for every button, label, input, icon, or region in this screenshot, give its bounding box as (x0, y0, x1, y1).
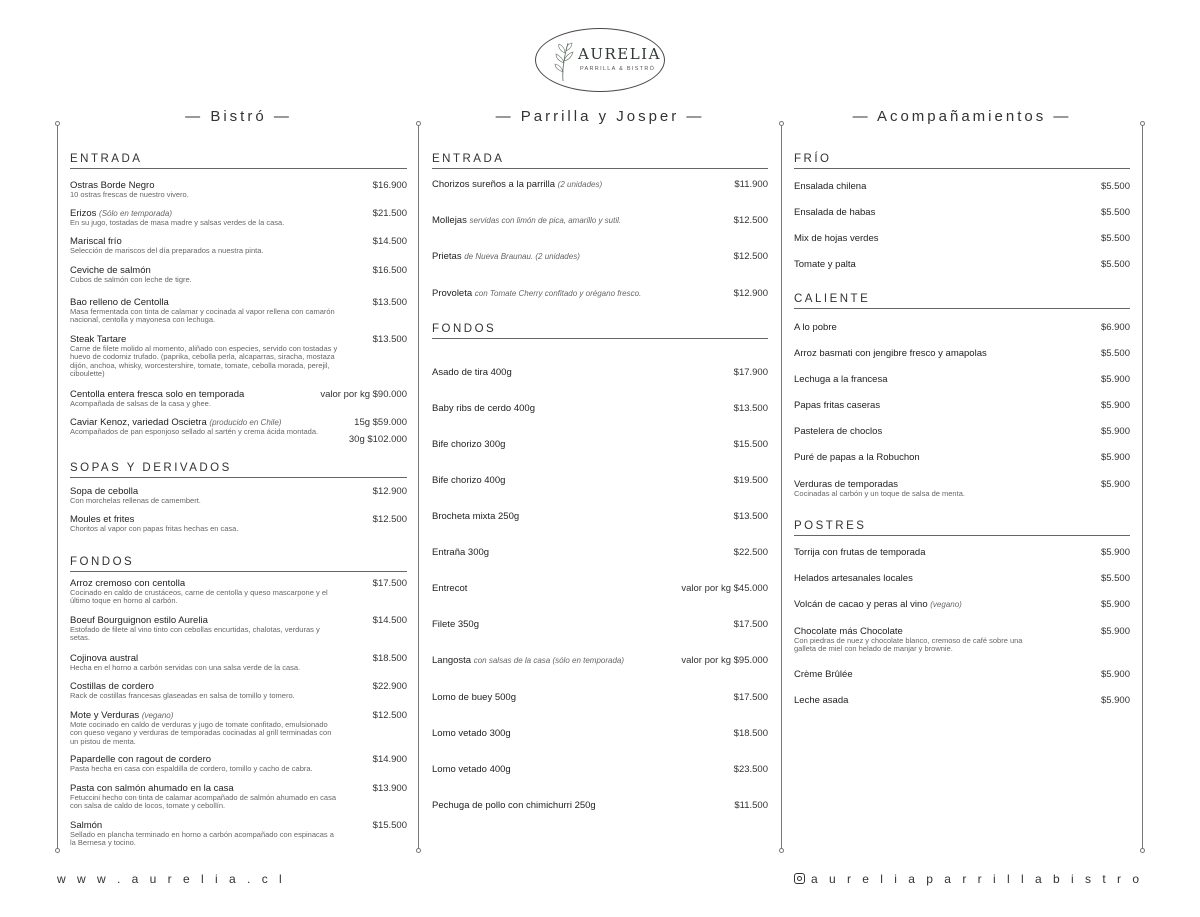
menu-item (432, 511, 768, 522)
menu-item-description: Cocinado en caldo de crustáceos, carne de centolla y queso mascarpone y el último toque en horno al carbón. (70, 588, 328, 606)
menu-item (794, 426, 1130, 437)
menu-item (794, 322, 1130, 333)
menu-item-name-text: Baby ribs de cerdo 400g (432, 403, 535, 414)
menu-item-price: $5.900 (1100, 479, 1130, 490)
menu-item-name-text: Asado de tira 400g (432, 367, 512, 378)
menu-item-price: $5.500 (1100, 233, 1130, 244)
menu-item-price: $12.500 (733, 251, 768, 262)
menu-item-name (794, 207, 1130, 218)
footer-instagram[interactable] (794, 872, 1143, 886)
menu-item-price: $5.900 (1100, 669, 1130, 680)
menu-item-name-text: Filete 350g (432, 619, 480, 630)
menu-item-name-text: Provoleta (432, 288, 473, 299)
menu-item-name-text: Puré de papas a la Robuchon (794, 452, 920, 463)
menu-item (70, 681, 407, 700)
divider-line (1142, 124, 1143, 850)
menu-item-name-text: Verduras de temporadas (794, 479, 899, 490)
logo-tagline: PARRILLA & BISTRÓ (580, 66, 656, 72)
menu-item-price: $19.500 (733, 475, 768, 486)
menu-item-name-text: Pastelera de choclos (794, 426, 883, 437)
menu-item-name-text: Brocheta mixta 250g (432, 511, 520, 522)
menu-item-price: $17.500 (372, 578, 407, 589)
menu-item (70, 486, 407, 505)
menu-item-name-text: Bife chorizo 400g (432, 475, 506, 486)
menu-item-description: Estofado de filete al vino tinto con cebollas encurtidas, chalotas, verduras y setas. (70, 625, 320, 643)
menu-item-name-text: Entrecot (432, 583, 468, 594)
menu-item-name-text: Lechuga a la francesa (794, 374, 888, 385)
menu-item-name (432, 179, 768, 190)
menu-item-price: $23.500 (733, 764, 768, 775)
section-title: CALIENTE (794, 293, 1130, 309)
menu-item-name-text: Volcán de cacao y peras al vino (794, 599, 928, 610)
menu-item-price: $5.900 (1100, 695, 1130, 706)
menu-item-name (794, 233, 1130, 244)
menu-item-price: $5.500 (1100, 181, 1130, 192)
menu-item (794, 479, 1130, 498)
menu-item-name-text: Torrija con frutas de temporada (794, 547, 926, 558)
menu-item (794, 573, 1130, 584)
menu-item-name (432, 800, 768, 811)
menu-item-price: $16.900 (372, 180, 407, 191)
menu-item-price: $15.500 (733, 439, 768, 450)
menu-item-name (794, 322, 1130, 333)
menu-item-name (432, 692, 768, 703)
menu-item-name-text: Boeuf Bourguignon estilo Aurelia (70, 615, 208, 626)
menu-item (794, 181, 1130, 192)
menu-item-price: $22.900 (372, 681, 407, 692)
menu-item-name-text: Chorizos sureños a la parrilla (432, 179, 556, 190)
menu-item-name-text: Lomo vetado 300g (432, 728, 511, 739)
menu-item (432, 215, 768, 226)
menu-item-price: $18.500 (372, 653, 407, 664)
instagram-icon (794, 873, 805, 884)
menu-item-name-text: Costillas de cordero (70, 681, 154, 692)
menu-item (432, 692, 768, 703)
menu-item-name (794, 452, 1130, 463)
menu-item-name-text: Ensalada chilena (794, 181, 867, 192)
menu-item (70, 710, 407, 746)
menu-item-name-text: Arroz basmati con jengibre fresco y amapolas (794, 348, 987, 359)
menu-item-name (794, 348, 1130, 359)
menu-item (432, 475, 768, 486)
menu-item-name (794, 669, 1130, 680)
menu-item-name-text: Tomate y palta (794, 259, 856, 270)
menu-item (70, 389, 407, 408)
menu-item-description: Rack de costillas francesas glaseadas en salsa de tomillo y tomero. (70, 691, 295, 700)
menu-item-name-text: Mollejas (432, 215, 467, 226)
menu-item (432, 251, 768, 262)
menu-column-parrilla (432, 108, 768, 853)
menu-item-description: Acompañados de pan esponjoso sellado al sartén y crema ácida montada. (70, 427, 319, 436)
menu-item-name-text: Centolla entera fresca solo en temporada (70, 389, 245, 400)
menu-item-name-text: A lo pobre (794, 322, 837, 333)
menu-item-name (794, 599, 1130, 610)
menu-item-price: $21.500 (372, 208, 407, 219)
menu-item-note: de Nueva Braunau. (2 unidades) (464, 252, 580, 261)
menu-item-name-text: Bao relleno de Centolla (70, 297, 169, 308)
menu-item-note: con salsas de la casa (sólo en temporada) (473, 656, 625, 665)
menu-item (70, 417, 407, 445)
menu-item-price: valor por kg $45.000 (681, 583, 768, 594)
menu-item (794, 599, 1130, 610)
menu-item (432, 728, 768, 739)
menu-item-name-text: Helados artesanales locales (794, 573, 913, 584)
menu-item (432, 764, 768, 775)
menu-item-note: (producido en Chile) (209, 418, 282, 427)
menu-item-name (432, 251, 768, 262)
menu-item-name (432, 511, 768, 522)
menu-item-name-text: Ostras Borde Negro (70, 180, 155, 191)
menu-item (432, 179, 768, 190)
menu-item-note: con Tomate Cherry confitado y orégano fresco. (474, 289, 642, 298)
menu-item-name (432, 547, 768, 558)
section-title: POSTRES (794, 520, 1130, 536)
menu-item-name-text: Bife chorizo 300g (432, 439, 506, 450)
menu-item (432, 583, 768, 594)
brand-logo (535, 28, 665, 92)
menu-item-price: $13.500 (372, 297, 407, 308)
menu-item (794, 348, 1130, 359)
menu-item-name (794, 181, 1130, 192)
menu-item-price: $5.500 (1100, 259, 1130, 270)
menu-item (70, 578, 407, 606)
menu-item-price: valor por kg $95.000 (681, 655, 768, 666)
menu-item (70, 334, 407, 379)
menu-item-price: $16.500 (372, 265, 407, 276)
menu-item-price: $5.900 (1100, 599, 1130, 610)
divider-line (57, 124, 58, 850)
menu-item-name (794, 695, 1130, 706)
column-heading: — Acompañamientos — (852, 108, 1072, 125)
menu-item-price: $5.500 (1100, 207, 1130, 218)
menu-item-name-text: Ceviche de salmón (70, 265, 151, 276)
menu-item-name (432, 288, 768, 299)
footer-website[interactable] (57, 872, 286, 886)
section-title: ENTRADA (70, 153, 407, 169)
menu-item-name (432, 403, 768, 414)
section-title: FONDOS (70, 556, 407, 572)
menu-item-price: $18.500 (733, 728, 768, 739)
menu-item (432, 403, 768, 414)
menu-item-name-text: Caviar Kenoz, variedad Oscietra (70, 417, 207, 428)
menu-item-name-text: Leche asada (794, 695, 849, 706)
menu-item-price: $14.900 (372, 754, 407, 765)
menu-item-name-text: Sopa de cebolla (70, 486, 139, 497)
menu-item-name-text: Mix de hojas verdes (794, 233, 879, 244)
menu-item-note: servidas con limón de pica, amarillo y sutil. (469, 216, 622, 225)
menu-item-name-text: Entraña 300g (432, 547, 490, 558)
menu-item (432, 800, 768, 811)
menu-item (70, 653, 407, 672)
menu-item-name-text: Papas fritas caseras (794, 400, 881, 411)
menu-item-name (794, 374, 1130, 385)
menu-item-name (432, 728, 768, 739)
menu-item-price: $11.500 (734, 800, 768, 811)
menu-item (70, 820, 407, 848)
menu-item-price: valor por kg $90.000 (320, 389, 407, 400)
menu-item-price: $5.900 (1100, 374, 1130, 385)
menu-item-price: $17.900 (733, 367, 768, 378)
menu-item-price: $14.500 (372, 236, 407, 247)
menu-item-note: (2 unidades) (557, 180, 603, 189)
section-title: FONDOS (432, 323, 768, 339)
menu-item (794, 626, 1130, 654)
menu-item (70, 265, 407, 284)
menu-item (794, 233, 1130, 244)
menu-item-description: Cubos de salmón con leche de tigre. (70, 275, 192, 284)
menu-item-price: $22.500 (733, 547, 768, 558)
menu-item-name (432, 475, 768, 486)
menu-item (432, 367, 768, 378)
menu-column-acompanamientos (794, 108, 1130, 853)
menu-item-name (794, 573, 1130, 584)
menu-item (794, 547, 1130, 558)
menu-item-price: $12.500 (372, 514, 407, 525)
instagram-handle[interactable]: a u r e l i a p a r r i l l a b i s t r o (810, 872, 1143, 886)
menu-item-name-text: Steak Tartare (70, 334, 127, 345)
menu-item-description: Acompañada de salsas de la casa y ghee. (70, 399, 211, 408)
menu-item-price: $15.500 (372, 820, 407, 831)
menu-item-description: 10 ostras frescas de nuestro vivero. (70, 190, 189, 199)
menu-item (70, 297, 407, 325)
menu-item-name-text: Papardelle con ragout de cordero (70, 754, 212, 765)
menu-item-name (432, 619, 768, 630)
menu-item-name (432, 439, 768, 450)
menu-item (70, 783, 407, 811)
menu-item-price: $5.900 (1100, 452, 1130, 463)
menu-item-price: $14.500 (372, 615, 407, 626)
menu-item-name-text: Lomo de buey 500g (432, 692, 516, 703)
section-title: ENTRADA (432, 153, 768, 169)
menu-item-description: En su jugo, tostadas de masa madre y salsas verdes de la casa. (70, 218, 285, 227)
menu-item (794, 374, 1130, 385)
menu-item-name (794, 400, 1130, 411)
menu-item-name (432, 367, 768, 378)
menu-item-price: $5.900 (1100, 426, 1130, 437)
website-link[interactable]: w w w . a u r e l i a . c l (57, 872, 286, 886)
divider-line (418, 124, 419, 850)
menu-item (794, 259, 1130, 270)
menu-item-price: $12.500 (372, 710, 407, 721)
menu-item-price: $11.900 (734, 179, 768, 190)
menu-item-price-alt: 30g $102.000 (348, 434, 407, 445)
column-heading: — Bistró — (185, 108, 292, 125)
menu-item-name-text: Prietas (432, 251, 462, 262)
menu-item-price: $5.500 (1100, 573, 1130, 584)
menu-item-name-text: Mote y Verduras (70, 710, 140, 721)
leaf-icon (550, 39, 576, 83)
menu-item-note: (vegano) (141, 711, 174, 720)
menu-item (794, 400, 1130, 411)
menu-item-description: Con piedras de nuez y chocolate blanco, cremoso de café sobre una galleta de miel con helado de manjar y brownie. (794, 636, 1023, 654)
menu-item (70, 180, 407, 199)
menu-item-description: Hecha en el horno a carbón servidas con una salsa verde de la casa. (70, 663, 301, 672)
menu-item (794, 452, 1130, 463)
menu-item-price: $13.500 (733, 403, 768, 414)
menu-item-name-text: Langosta (432, 655, 472, 666)
menu-item-description: Carne de filete molido al momento, aliñado con especies, servido con tostadas y huevo de codorniz trufado. (paprika, cebolla perla, alcaparras, siracha, mostaza dijón, anchoa, whisky, worcestershire, tomate, tomate, cebolla morada, perejil, ciboulette) (70, 344, 338, 379)
menu-item-name (794, 547, 1130, 558)
menu-item-price: $13.500 (733, 511, 768, 522)
menu-item-name-text: Moules et frites (70, 514, 135, 525)
menu-item (432, 547, 768, 558)
menu-item (432, 655, 768, 666)
menu-item-name (794, 426, 1130, 437)
menu-item-price: $6.900 (1100, 322, 1130, 333)
menu-item-name-text: Pasta con salmón ahumado en la casa (70, 783, 234, 794)
menu-item-name-text: Erizos (70, 208, 97, 219)
menu-item-price: 15g $59.000 (354, 417, 407, 428)
menu-item-name (432, 215, 768, 226)
menu-item-price: $5.900 (1100, 400, 1130, 411)
menu-item-name-text: Cojinova austral (70, 653, 139, 664)
menu-item-description: Con morchelas rellenas de camembert. (70, 496, 201, 505)
menu-item-description: Pasta hecha en casa con espaldilla de cordero, tomillo y cacho de cabra. (70, 764, 313, 773)
menu-item (794, 695, 1130, 706)
menu-column-bistro (70, 108, 407, 853)
column-heading: — Parrilla y Josper — (495, 108, 705, 125)
menu-item-price: $12.900 (372, 486, 407, 497)
menu-item-price: $13.500 (372, 334, 407, 345)
menu-item-description: Mote cocinado en caldo de verduras y jugo de tomate confitado, emulsionado con queso vegano y verduras de temporadas cocinadas al grill terminadas con un pistou de menta. (70, 720, 332, 746)
menu-item-note: (vegano) (930, 600, 962, 609)
menu-item-name-text: Mariscal frío (70, 236, 122, 247)
menu-item (432, 619, 768, 630)
menu-item-name (432, 764, 768, 775)
menu-item-price: $5.500 (1100, 348, 1130, 359)
menu-item-description: Cocinadas al carbón y un toque de salsa de menta. (794, 489, 965, 498)
menu-item-name-text: Salmón (70, 820, 103, 831)
menu-item-name-text: Pechuga de pollo con chimichurri 250g (432, 800, 596, 811)
menu-item-price: $12.500 (733, 215, 768, 226)
menu-item-name-text: Lomo vetado 400g (432, 764, 511, 775)
menu-item (794, 207, 1130, 218)
section-title: SOPAS Y DERIVADOS (70, 462, 407, 478)
logo-name: AURELIA (578, 45, 661, 63)
menu-item-price: $5.900 (1100, 547, 1130, 558)
menu-item-note: (Sólo en temporada) (99, 209, 172, 218)
menu-item-name (794, 259, 1130, 270)
menu-item-name-text: Chocolate más Chocolate (794, 626, 903, 637)
menu-item-description: Fetuccini hecho con tinta de calamar acompañado de salmón ahumado en casa con salsa de caldo de locos, tomate y cebollín. (70, 793, 336, 811)
menu-item-name-text: Ensalada de habas (794, 207, 876, 218)
menu-item-name-text: Arroz cremoso con centolla (70, 578, 186, 589)
menu-item-name-text: Crème Brûlée (794, 669, 853, 680)
menu-item (70, 208, 407, 227)
menu-item (794, 669, 1130, 680)
section-title: FRÍO (794, 153, 1130, 169)
divider-line (781, 124, 782, 850)
menu-item-description: Selección de mariscos del día preparados a nuestra pinta. (70, 246, 264, 255)
menu-item (70, 754, 407, 773)
menu-item (432, 288, 768, 299)
menu-item (70, 514, 407, 533)
menu-item (432, 439, 768, 450)
menu-item-price: $12.900 (733, 288, 768, 299)
menu-item (70, 236, 407, 255)
menu-item-description: Masa fermentada con tinta de calamar y cocinada al vapor rellena con camarón nacional, centolla y mayonesa con lechuga. (70, 307, 335, 325)
menu-item-price: $17.500 (733, 619, 768, 630)
menu-item-description: Sellado en plancha terminado en horno a carbón acompañado con espinacas a la Bernesa y tocino. (70, 830, 334, 848)
menu-item-price: $17.500 (733, 692, 768, 703)
menu-item (70, 615, 407, 643)
menu-item-description: Choritos al vapor con papas fritas hechas en casa. (70, 524, 239, 533)
menu-item-price: $13.900 (372, 783, 407, 794)
menu-item-price: $5.900 (1100, 626, 1130, 637)
